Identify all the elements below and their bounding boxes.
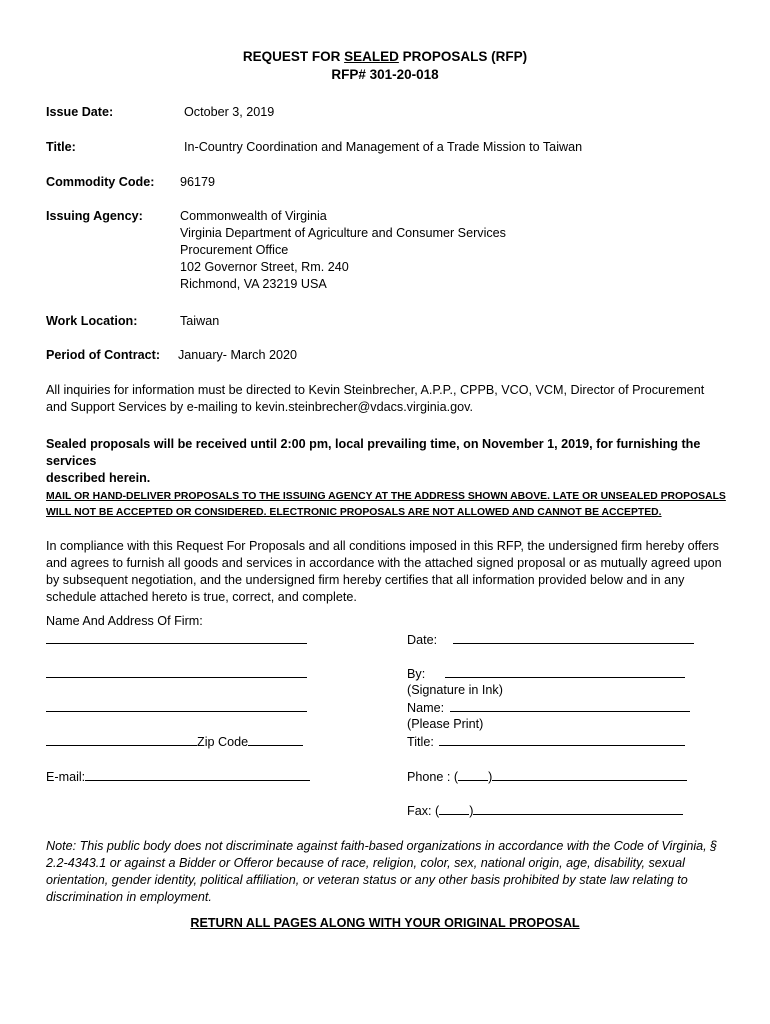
zip-code-label: Zip Code	[197, 735, 249, 749]
compliance-paragraph: In compliance with this Request For Proposals and all conditions imposed in this RFP, the undersigned firm hereby offers and agrees to furnish all goods and services in accordance with the attached signed proposal or as mutually agreed upon by subsequent negotiation, and the undersigned firm hereby certifies that all information provided below and in any schedule attached hereto is true, correct, and complete.	[46, 539, 722, 604]
issue-date-label: Issue Date:	[46, 105, 114, 119]
date-line[interactable]	[453, 632, 694, 644]
commodity-code-label: Commodity Code:	[46, 175, 155, 189]
title-row	[407, 734, 685, 749]
issuing-agency-address	[180, 208, 506, 293]
return-pages-notice: RETURN ALL PAGES ALONG WITH YOUR ORIGINAL PROPOSAL	[190, 916, 580, 930]
email-label: E-mail:	[46, 770, 86, 784]
non-discrimination-note: Note: This public body does not discriminate against faith-based organizations in accordance with the Code of Virginia, § 2.2-4343.1 or against a Bidder or Offeror because of race, religion, color, sex, national origin, age, disability, sexual orientation, gender identity, political affiliation, or veteran status or any other basis prohibited by state law relating to discrimination in employment.	[46, 839, 718, 904]
firm-name-line[interactable]	[46, 632, 307, 644]
agency-line: 102 Governor Street, Rm. 240	[180, 260, 349, 274]
fax-row: Fax: ( )	[407, 803, 683, 818]
name-address-label: Name And Address Of Firm:	[46, 614, 203, 628]
fax-number-line[interactable]	[473, 803, 683, 815]
issue-date-value: October 3, 2019	[184, 105, 275, 119]
date-row	[407, 632, 694, 647]
period-of-contract-value: January- March 2020	[178, 348, 298, 362]
agency-line: Virginia Department of Agriculture and Consumer Services	[180, 226, 506, 240]
period-of-contract-label: Period of Contract:	[46, 348, 161, 362]
email-line[interactable]	[85, 769, 310, 781]
phone-number-line[interactable]	[492, 769, 687, 781]
date-label: Date:	[407, 633, 438, 647]
firm-address-line-1[interactable]	[46, 666, 307, 678]
phone-row: Phone : ( )	[407, 769, 687, 784]
signer-title-line[interactable]	[439, 734, 685, 746]
inquiries-paragraph: All inquiries for information must be directed to Kevin Steinbrecher, A.P.P., CPPB, VCO, VCM, Director of Procurement and Support Services by e-mailing to kevin.steinbrecher@vdacs.virginia.gov.	[46, 383, 705, 414]
phone-label: Phone : (	[407, 770, 459, 784]
email-row	[46, 769, 310, 784]
fax-area-code-line[interactable]	[439, 803, 469, 815]
signature-line[interactable]	[445, 666, 685, 678]
phone-area-code-line[interactable]	[458, 769, 488, 781]
sealed-emphasis: SEALED	[344, 49, 399, 64]
zip-code-line[interactable]	[248, 734, 303, 746]
commodity-code-value: 96179	[180, 175, 216, 189]
document-title: REQUEST FOR SEALED PROPOSALS (RFP)	[242, 49, 528, 64]
signature-hint: (Signature in Ink)	[407, 683, 503, 697]
name-label: Name:	[407, 701, 445, 715]
mail-notice: MAIL OR HAND-DELIVER PROPOSALS TO THE ISSUING AGENCY AT THE ADDRESS SHOWN ABOVE. LATE OR UNSEALED PROPOSALS WILL NOT BE ACCEPTED OR CONSIDERED. ELECTRONIC PROPOSALS ARE NOT ALLOWED AND CANNOT BE ACCEPTED.	[46, 491, 726, 518]
work-location-value: Taiwan	[180, 314, 220, 328]
title-label: Title:	[46, 140, 76, 154]
deadline-paragraph: Sealed proposals will be received until 2:00 pm, local prevailing time, on November 1, 2019, for furnishing the services described herein.	[46, 437, 701, 485]
title-value: In-Country Coordination and Management of a Trade Mission to Taiwan	[184, 140, 583, 154]
city-state-line[interactable]	[46, 734, 197, 746]
agency-line: Commonwealth of Virginia	[180, 209, 327, 223]
work-location-label: Work Location:	[46, 314, 138, 328]
print-hint: (Please Print)	[407, 717, 484, 731]
zip-row	[46, 734, 303, 749]
firm-address-line-2[interactable]	[46, 700, 307, 712]
by-row	[407, 666, 685, 681]
signer-name-line[interactable]	[450, 700, 690, 712]
signer-title-label: Title:	[407, 735, 434, 749]
rfp-number: RFP# 301-20-018	[331, 67, 439, 82]
agency-line: Procurement Office	[180, 243, 289, 257]
name-row	[407, 700, 690, 715]
issuing-agency-label: Issuing Agency:	[46, 209, 143, 223]
by-label: By:	[407, 667, 426, 681]
agency-line: Richmond, VA 23219 USA	[180, 277, 327, 291]
fax-label: Fax: (	[407, 804, 440, 818]
